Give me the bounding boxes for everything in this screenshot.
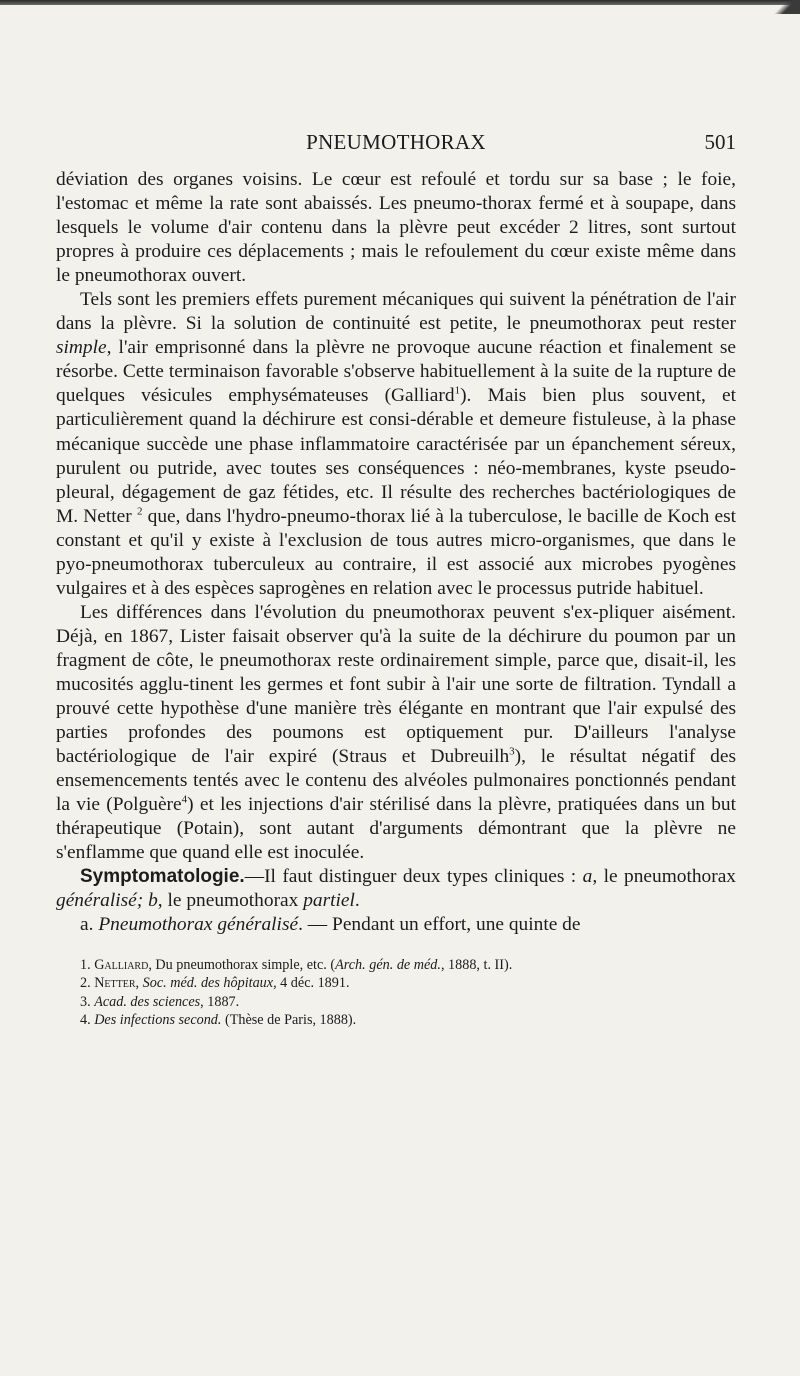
body-text [56, 168, 736, 938]
italic-text: partiel [303, 890, 355, 912]
text-run: , Du pneumothorax simple, etc. ( [148, 956, 336, 973]
text-run: a. [80, 914, 99, 936]
footnote-ref: 2 [136, 505, 143, 518]
paragraph-pneumothorax-generalise [56, 913, 736, 937]
paragraph-2 [56, 288, 736, 601]
paragraph-symptomatologie [56, 865, 736, 913]
text-run: (Thèse de Paris, 1888). [221, 1012, 357, 1028]
footnote-ref: 1 [454, 384, 461, 397]
text-run: Les différences dans l'évolution du pneumothorax peuvent s'ex-pliquer aisément. Déjà, en 1867, Lister faisait observer qu'à la suite de la déchirure du poumon par un fragment de côte, le pneumothorax reste ordinairement simple, parce que, disait-il, les mucosités agglu-tinent les germes et font subir à l'air une sorte de filtration. Tyndall a prouvé cette hypothèse d'une manière très élégante en montrant que l'air expulsé des parties profondes des poumons est optiquement pur. D'ailleurs l'analyse bactériologique de l'air expiré (Straus et Dubreuilh [56, 601, 736, 768]
text-run: . [354, 890, 360, 912]
text-run: 4. [80, 1012, 95, 1028]
italic-text: Pneumothorax généralisé [98, 914, 299, 936]
italic-text: Soc. méd. des hôpitaux [142, 975, 274, 991]
footnote-2 [56, 974, 736, 993]
author-name: Netter [94, 975, 136, 991]
footnote-1 [56, 956, 736, 975]
italic-text: Des infections second. [94, 1012, 222, 1028]
italic-text: simple [56, 337, 107, 359]
page-corner-shadow [770, 0, 800, 14]
running-title: PNEUMOTHORAX [306, 130, 486, 154]
text-run: , le pneumothorax [592, 866, 737, 888]
text-run: , le pneumothorax [157, 890, 304, 912]
page [56, 130, 736, 1030]
author-name: Galliard [94, 956, 149, 973]
text-run: 1. [80, 956, 95, 973]
footnote-ref: 3 [509, 745, 515, 758]
text-run: , [135, 975, 143, 991]
text-run: , l'air emprisonné dans la plèvre ne provoque aucune réaction et finalement se résorbe. Cette terminaison favorable s'observe habituellement à la suite de la rupture de quelques vésicules emphysémateuses (Galliard [56, 337, 736, 407]
text-run: Tels sont les premiers effets purement mécaniques qui suivent la pénétration de l'air dans la plèvre. Si la solution de continuité est petite, le pneumothorax peut rester [56, 289, 736, 335]
italic-text: Acad. des sciences [94, 993, 201, 1010]
section-heading: Symptomatologie. [80, 866, 245, 888]
text-run: 3. [80, 993, 95, 1010]
text-run: ), le résultat négatif des ensemencements tentés avec le contenu des alvéoles pulmonaires ponctionnés pendant la vie (Polguère [56, 746, 736, 816]
page-top-edge [0, 0, 800, 5]
italic-text: a [582, 866, 593, 888]
text-run: ) et les injections d'air stérilisé dans la plèvre, pratiquées dans un but thérapeutique (Potain), sont autant d'arguments démontrant que la plèvre ne s'enflamme que quand elle est inoculée. [56, 794, 736, 864]
running-header [56, 130, 736, 160]
paragraph-3 [56, 601, 736, 866]
text-run: . — Pendant un effort, une quinte de [298, 914, 581, 936]
footnotes [56, 956, 736, 1030]
text-run: , 1887. [200, 993, 240, 1010]
italic-text: Arch. gén. de méd. [335, 956, 441, 973]
text-run: ). Mais bien plus souvent, et particulièrement quand la déchirure est consi-dérable et demeure fistuleuse, à la phase mécanique succède une phase inflammatoire caractérisée par un épanchement séreux, purulent ou putride, avec toutes ses conséquences : néo-membranes, kyste pseudo-pleural, dégagement de gaz fétides, etc. Il résulte des recherches bactériologiques de M. Netter [56, 385, 736, 527]
text-run: que, dans l'hydro-pneumo-thorax lié à la tuberculose, le bacille de Koch est constant et qu'il y existe à l'exclusion de tous autres micro-organismes, que dans le pyo-pneumothorax tuberculeux au contraire, il est associé aux microbes pyogènes vulgaires et à des espèces saprogènes en relation avec le processus putride habituel. [56, 505, 737, 599]
text-run: 2. [80, 975, 95, 991]
text-run: déviation des organes voisins. Le cœur est refoulé et tordu sur sa base ; le foie, l'estomac et même la rate sont abaissés. Les pneumo-thorax fermé et à soupape, dans lesquels le volume d'air contenu dans la plèvre peut excéder 2 litres, sont surtout propres à produire ces déplacements ; mais le refoulement du cœur existe même dans le pneumothorax ouvert. [56, 169, 736, 287]
footnote-ref: 4 [181, 793, 188, 806]
text-run: , 4 déc. 1891. [273, 975, 350, 991]
page-number: 501 [704, 130, 736, 154]
italic-text: généralisé; b [56, 890, 158, 912]
paragraph-1 [56, 168, 736, 288]
footnote-4 [56, 1011, 736, 1030]
footnote-3 [56, 993, 736, 1012]
text-run: , 1888, t. II). [440, 956, 513, 973]
text-run: —Il faut distinguer deux types cliniques : [244, 866, 583, 888]
